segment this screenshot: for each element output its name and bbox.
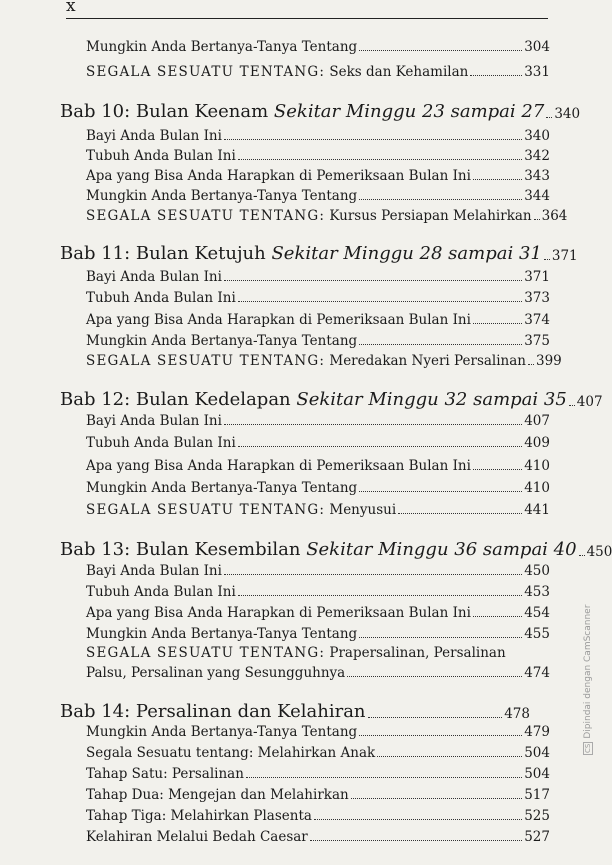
entry-title: Mungkin Anda Bertanya-Tanya Tentang [86, 39, 358, 55]
entry-page: 373 [524, 290, 550, 306]
toc-entry[interactable] [86, 331, 550, 349]
dot-leader [534, 219, 540, 220]
dot-leader [569, 405, 575, 406]
dot-leader [473, 179, 522, 180]
entry-title: Mungkin Anda Bertanya-Tanya Tentang [86, 626, 358, 642]
entry-title: Prapersalinan, Persalinan [329, 645, 506, 661]
chapter-subtitle: Sekitar Minggu 28 sampai 31 [271, 243, 542, 264]
entry-title-continued: Palsu, Persalinan yang Sesungguhnya [86, 665, 346, 681]
toc-chapter[interactable] [60, 536, 612, 560]
scanner-watermark [583, 605, 593, 755]
toc-entry[interactable] [86, 310, 550, 328]
entry-title: Apa yang Bisa Anda Harapkan di Pemeriksaan Bulan Ini [86, 312, 471, 328]
toc-chapter[interactable] [60, 98, 581, 122]
entry-title: Tubuh Anda Bulan Ini [86, 290, 236, 306]
entry-title: Tubuh Anda Bulan Ini [86, 435, 236, 451]
header-rule [66, 18, 548, 19]
chapter-subtitle: Sekitar Minggu 23 sampai 27 [273, 101, 545, 122]
chapter-label: Bab 14: Persalinan dan Kelahiran [60, 701, 366, 722]
toc-entry[interactable] [86, 456, 550, 474]
entry-title: Mungkin Anda Bertanya-Tanya Tentang [86, 188, 358, 204]
entry-prefix: SEGALA SESUATU TENTANG: [86, 208, 326, 224]
chapter-subtitle: Sekitar Minggu 36 sampai 40 [306, 539, 577, 560]
entry-page: 344 [524, 188, 550, 204]
toc-entry[interactable] [86, 663, 550, 681]
chapter-page: 478 [504, 706, 530, 722]
entry-page: 410 [524, 458, 550, 474]
dot-leader [238, 446, 522, 447]
entry-title: Kursus Persiapan Melahirkan [329, 208, 532, 224]
entry-title: Tubuh Anda Bulan Ini [86, 148, 236, 164]
entry-prefix: SEGALA SESUATU TENTANG: [86, 502, 326, 518]
entry-page: 525 [524, 808, 550, 824]
toc-entry[interactable] [86, 827, 550, 845]
toc-chapter[interactable] [60, 240, 578, 264]
toc-entry[interactable] [86, 433, 550, 451]
dot-leader [528, 364, 534, 365]
dot-leader [546, 117, 552, 118]
entry-title: Apa yang Bisa Anda Harapkan di Pemeriksaan Bulan Ini [86, 605, 471, 621]
toc-entry[interactable] [86, 722, 550, 740]
entry-page: 441 [524, 502, 550, 518]
dot-leader [224, 574, 522, 575]
toc-entry[interactable] [86, 561, 550, 579]
entry-page: 375 [524, 333, 550, 349]
entry-page: 374 [524, 312, 550, 328]
entry-prefix: SEGALA SESUATU TENTANG: [86, 353, 326, 369]
dot-leader [359, 637, 522, 638]
entry-title: Apa yang Bisa Anda Harapkan di Pemeriksaan Bulan Ini [86, 168, 471, 184]
entry-title: Tahap Dua: Mengejan dan Melahirkan [86, 787, 349, 803]
toc-entry[interactable] [86, 478, 550, 496]
entry-page: 409 [524, 435, 550, 451]
entry-page: 340 [524, 128, 550, 144]
dot-leader [314, 819, 522, 820]
chapter-page: 371 [551, 248, 578, 264]
dot-leader [359, 735, 522, 736]
dot-leader [224, 424, 522, 425]
entry-page: 453 [524, 584, 550, 600]
entry-page: 517 [524, 787, 550, 803]
entry-page: 450 [524, 563, 550, 579]
chapter-label: Bab 11: Bulan Ketujuh [60, 243, 266, 264]
entry-title: Tahap Satu: Persalinan [86, 766, 244, 782]
dot-leader [470, 75, 522, 76]
chapter-page: 450 [586, 544, 612, 560]
dot-leader [359, 199, 522, 200]
entry-page: 474 [524, 665, 550, 681]
page-number: x [66, 0, 76, 16]
entry-page: 304 [524, 39, 550, 55]
toc-entry[interactable] [86, 764, 550, 782]
entry-page: 504 [524, 745, 550, 761]
entry-title: Bayi Anda Bulan Ini [86, 269, 222, 285]
dot-leader [398, 513, 522, 514]
entry-prefix: SEGALA SESUATU TENTANG: [86, 645, 326, 661]
camscanner-badge-icon: CS [584, 743, 592, 753]
dot-leader [238, 301, 522, 302]
dot-leader [473, 323, 522, 324]
dot-leader [246, 777, 522, 778]
entry-title: Mungkin Anda Bertanya-Tanya Tentang [86, 333, 358, 349]
dot-leader [224, 280, 522, 281]
entry-page: 343 [524, 168, 550, 184]
dot-leader [579, 555, 585, 556]
entry-title: Bayi Anda Bulan Ini [86, 563, 222, 579]
toc-entry[interactable] [86, 146, 550, 164]
toc-entry[interactable] [86, 267, 550, 285]
toc-entry[interactable] [86, 126, 550, 144]
dot-leader [359, 491, 522, 492]
dot-leader [347, 676, 522, 677]
entry-page: 371 [524, 269, 550, 285]
dot-leader [224, 139, 522, 140]
entry-title: Tubuh Anda Bulan Ini [86, 584, 236, 600]
chapter-label: Bab 12: Bulan Kedelapan [60, 389, 291, 410]
toc-entry[interactable] [86, 743, 550, 761]
toc-entry[interactable] [86, 582, 550, 600]
entry-page: 527 [524, 829, 550, 845]
toc-entry[interactable] [86, 624, 550, 642]
toc-entry[interactable] [86, 288, 550, 306]
toc-entry[interactable] [86, 37, 550, 55]
entry-title: Tahap Tiga: Melahirkan Plasenta [86, 808, 312, 824]
toc-entry[interactable] [86, 166, 550, 184]
entry-page: 407 [524, 413, 550, 429]
entry-title: Seks dan Kehamilan [329, 64, 469, 80]
toc-entry-line1[interactable] [86, 643, 506, 661]
toc-entry[interactable] [86, 500, 550, 518]
dot-leader [368, 717, 503, 718]
chapter-page: 340 [554, 106, 581, 122]
dot-leader [473, 469, 522, 470]
watermark-text: Dipindai dengan CamScanner [583, 604, 593, 739]
toc-entry[interactable] [86, 806, 550, 824]
entry-title: Meredakan Nyeri Persalinan [329, 353, 526, 369]
dot-leader [238, 595, 522, 596]
dot-leader [238, 159, 522, 160]
entry-title: Apa yang Bisa Anda Harapkan di Pemeriksaan Bulan Ini [86, 458, 471, 474]
entry-title: Mungkin Anda Bertanya-Tanya Tentang [86, 724, 358, 740]
chapter-label: Bab 10: Bulan Keenam [60, 101, 269, 122]
toc-entry[interactable] [86, 206, 568, 224]
entry-page: 454 [524, 605, 550, 621]
dot-leader [544, 259, 550, 260]
toc-entry[interactable] [86, 186, 550, 204]
dot-leader [473, 616, 522, 617]
toc-entry[interactable] [86, 603, 550, 621]
entry-page: 364 [541, 208, 568, 224]
entry-page: 331 [524, 64, 550, 80]
entry-page: 399 [536, 353, 562, 369]
toc-chapter[interactable] [60, 386, 603, 410]
entry-page: 479 [524, 724, 550, 740]
entry-page: 342 [524, 148, 550, 164]
entry-title: Kelahiran Melalui Bedah Caesar [86, 829, 308, 845]
dot-leader [359, 344, 522, 345]
dot-leader [351, 798, 523, 799]
entry-prefix: SEGALA SESUATU TENTANG: [86, 64, 326, 80]
dot-leader [310, 840, 522, 841]
entry-title: Segala Sesuatu tentang: Melahirkan Anak [86, 745, 376, 761]
toc-entry[interactable] [86, 351, 562, 369]
toc-entry[interactable] [86, 411, 550, 429]
dot-leader [359, 50, 522, 51]
entry-title: Bayi Anda Bulan Ini [86, 413, 222, 429]
entry-title: Bayi Anda Bulan Ini [86, 128, 222, 144]
dot-leader [377, 756, 522, 757]
entry-title: Mungkin Anda Bertanya-Tanya Tentang [86, 480, 358, 496]
entry-page: 410 [524, 480, 550, 496]
chapter-subtitle: Sekitar Minggu 32 sampai 35 [296, 389, 567, 410]
entry-page: 504 [524, 766, 550, 782]
toc-entry[interactable] [86, 62, 550, 80]
entry-title: Menyusui [329, 502, 397, 518]
toc-entry[interactable] [86, 785, 550, 803]
toc-chapter[interactable] [60, 698, 530, 722]
entry-page: 455 [524, 626, 550, 642]
chapter-label: Bab 13: Bulan Kesembilan [60, 539, 301, 560]
chapter-page: 407 [576, 394, 603, 410]
